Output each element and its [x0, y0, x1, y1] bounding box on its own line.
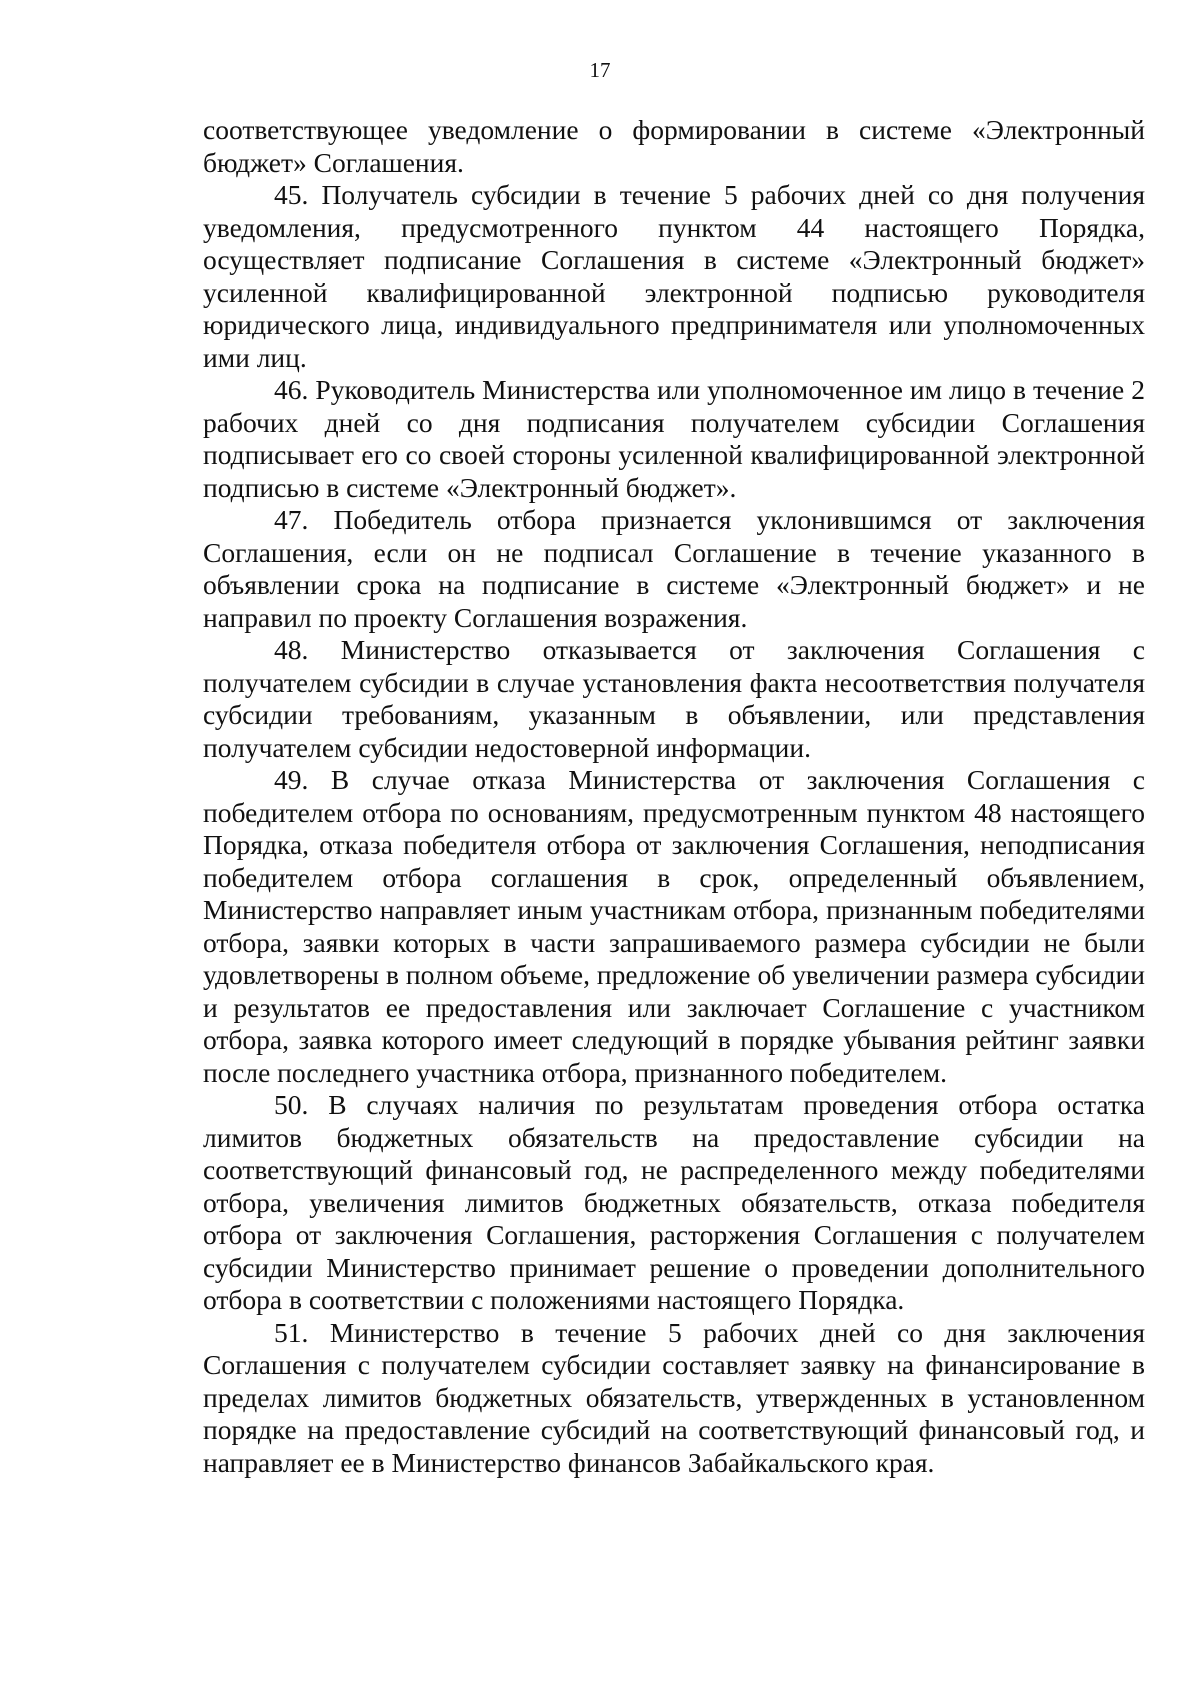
paragraph-49: 49. В случае отказа Министерства от заключения Соглашения с победителем отбора по основаниям, предусмотренным пунктом 48 настоящего Порядка, отказа победителя отбора от заключения Соглашения, неподписания победителем отбора соглашения в срок, определенный объявлением, Министерство направляет иным участникам отбора, признанным победителями отбора, заявки которых в части запрашиваемого размера субсидии не были удовлетворены в полном объеме, предложение об увеличении размера субсидии и результатов ее предоставления или заключает Соглашение с участником отбора, заявка которого имеет следующий в порядке убывания рейтинг заявки после последнего участника отбора, признанного победителем. [203, 764, 1145, 1088]
paragraph-51: 51. Министерство в течение 5 рабочих дней со дня заключения Соглашения с получателем субсидии составляет заявку на финансирование в пределах лимитов бюджетных обязательств, утвержденных в установленном порядке на предоставление субсидий на соответствующий финансовый год, и направляет ее в Министерство финансов Забайкальского края. [203, 1316, 1145, 1478]
paragraph-48: 48. Министерство отказывается от заключения Соглашения с получателем субсидии в случае установления факта несоответствия получателя субсидии требованиям, указанным в объявлении, или представления получателем субсидии недостоверной информации. [203, 634, 1145, 763]
page-number: 17 [589, 58, 611, 82]
document-body [203, 114, 1145, 1479]
paragraph-47: 47. Победитель отбора признается уклонившимся от заключения Соглашения, если он не подписал Соглашение в течение указанного в объявлении срока на подписание в системе «Электронный бюджет» и не направил по проекту Соглашения возражения. [203, 504, 1145, 633]
paragraph-46: 46. Руководитель Министерства или уполномоченное им лицо в течение 2 рабочих дней со дня подписания получателем субсидии Соглашения подписывает его со своей стороны усиленной квалифицированной электронной подписью в системе «Электронный бюджет». [203, 374, 1145, 503]
paragraph-continuation: соответствующее уведомление о формировании в системе «Электронный бюджет» Соглашения. [203, 114, 1145, 178]
paragraph-50: 50. В случаях наличия по результатам проведения отбора остатка лимитов бюджетных обязательств на предоставление субсидии на соответствующий финансовый год, не распределенного между победителями отбора, увеличения лимитов бюджетных обязательств, отказа победителя отбора от заключения Соглашения, расторжения Соглашения с получателем субсидии Министерство принимает решение о проведении дополнительного отбора в соответствии с положениями настоящего Порядка. [203, 1089, 1145, 1315]
paragraph-45: 45. Получатель субсидии в течение 5 рабочих дней со дня получения уведомления, предусмотренного пунктом 44 настоящего Порядка, осуществляет подписание Соглашения в системе «Электронный бюджет» усиленной квалифицированной электронной подписью руководителя юридического лица, индивидуального предпринимателя или уполномоченных ими лиц. [203, 179, 1145, 373]
